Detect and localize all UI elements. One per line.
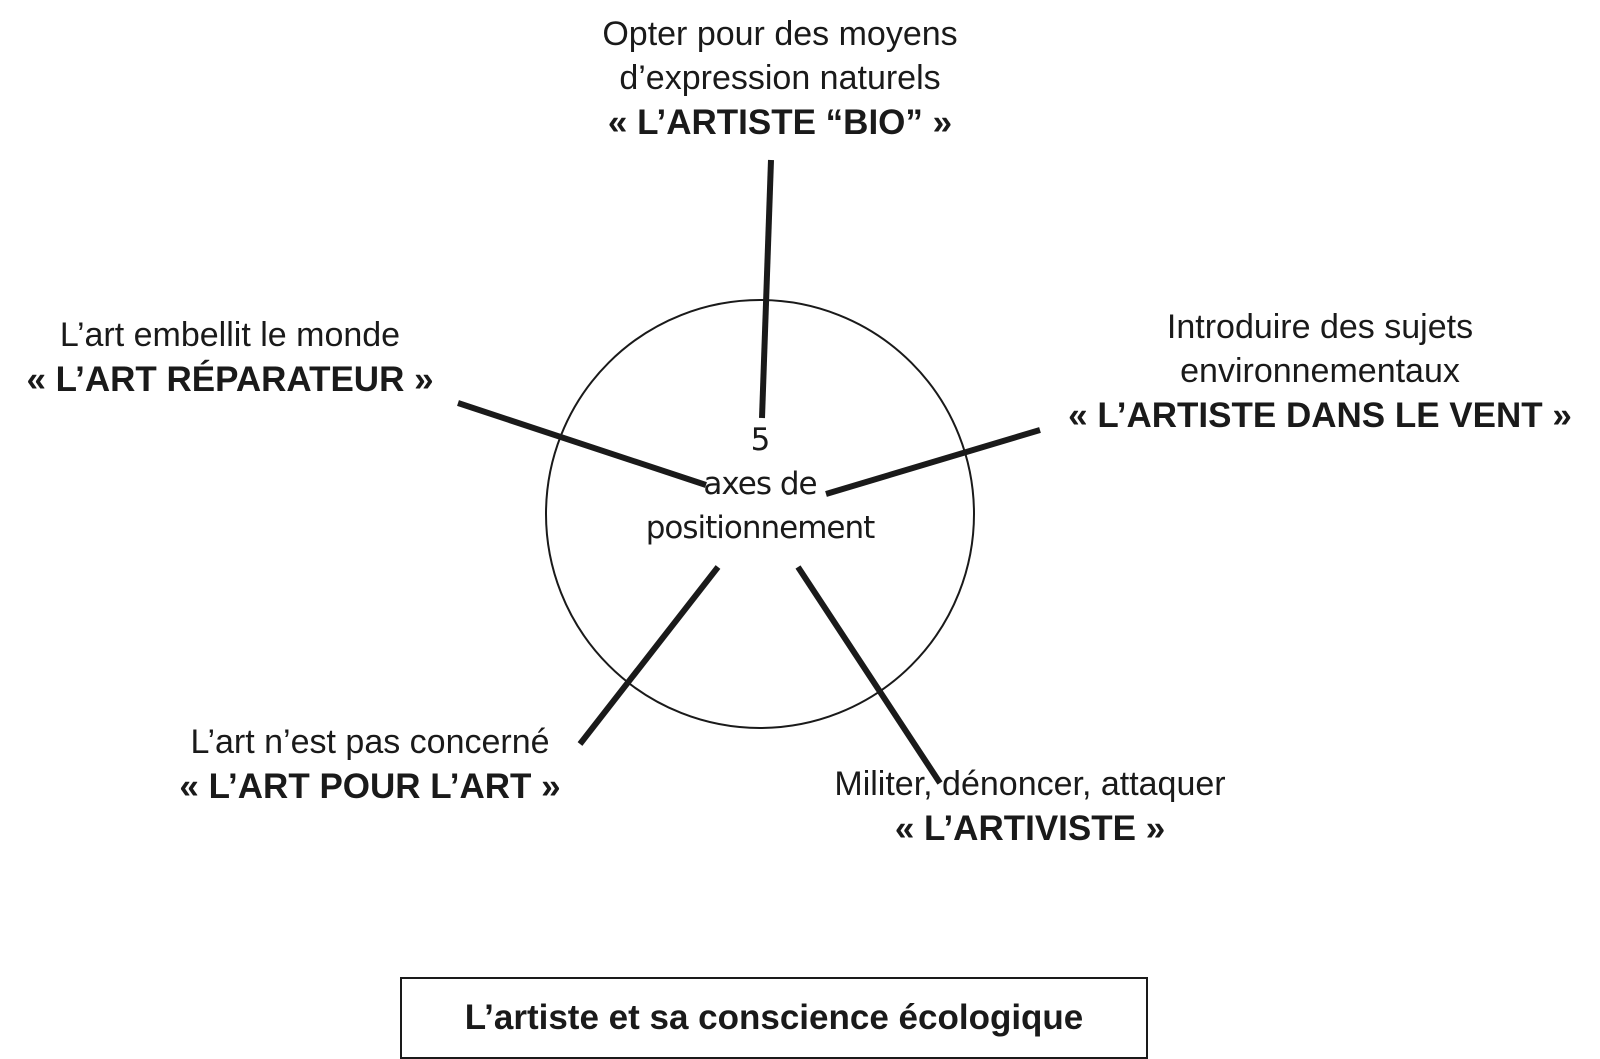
- axis-left-tag: « L’ART RÉPARATEUR »: [26, 360, 434, 399]
- axis-label-bottom-left: [150, 720, 590, 810]
- axis-right-description-line2: environnementaux: [1180, 352, 1460, 390]
- axis-top-tag: « L’ARTISTE “BIO” »: [607, 103, 953, 142]
- axis-label-left: [0, 313, 460, 403]
- axis-top-description-line2: d’expression naturels: [619, 59, 941, 97]
- axis-label-right: [1040, 305, 1600, 439]
- center-line1: axes de: [703, 466, 817, 502]
- axis-bottom-right-description: Militer, dénoncer, attaquer: [834, 765, 1226, 803]
- axis-label-top: [480, 12, 1080, 146]
- axis-line-top: [762, 160, 771, 418]
- diagram-caption: L’artiste et sa conscience écologique: [400, 977, 1148, 1059]
- axis-top-description-line1: Opter pour des moyens: [602, 15, 958, 53]
- axis-bottom-left-tag: « L’ART POUR L’ART »: [179, 767, 561, 806]
- center-label: [620, 418, 900, 550]
- axis-bottom-right-tag: « L’ARTIVISTE »: [894, 809, 1166, 848]
- axis-right-tag: « L’ARTISTE DANS LE VENT »: [1068, 396, 1572, 435]
- axis-right-description-line1: Introduire des sujets: [1166, 308, 1474, 346]
- axis-left-description: L’art embellit le monde: [59, 316, 401, 354]
- axis-label-bottom-right: [800, 762, 1260, 852]
- center-line2: positionnement: [645, 510, 875, 546]
- center-number: 5: [750, 422, 770, 458]
- axis-bottom-left-description: L’art n’est pas concerné: [190, 723, 550, 761]
- axis-line-bottom-right: [798, 567, 940, 783]
